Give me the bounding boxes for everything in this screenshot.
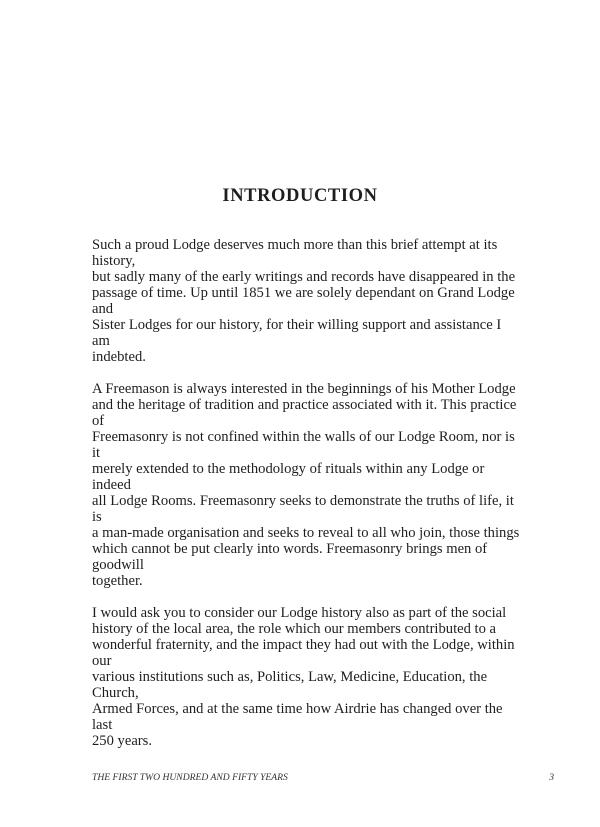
page-number: 3: [549, 772, 554, 783]
paragraph-1: Such a proud Lodge deserves much more than this brief attempt at its history, but sadly many of the early writings and records have disappeared in the passage of time. Up until 1851 we are solely dependant on Grand Lodge and Sister Lodges for our history, for their willing support and assistance I am indebted.: [92, 237, 516, 365]
page-footer: [92, 772, 554, 783]
page-title: INTRODUCTION: [222, 186, 378, 206]
running-title: THE FIRST TWO HUNDRED AND FIFTY YEARS: [92, 772, 288, 783]
paragraph-3: I would ask you to consider our Lodge history also as part of the social history of the local area, the role which our members contributed to a wonderful fraternity, and the impact they had out with the Lodge, within our various institutions such as, Politics, Law, Medicine, Education, the Church, Armed Forces, and at the same time how Airdrie has changed over the last 250 years.: [92, 605, 515, 749]
paragraph-2: A Freemason is always interested in the beginnings of his Mother Lodge and the heritage of tradition and practice associated with it. This practice of Freemasonry is not confined within the walls of our Lodge Room, nor is it merely extended to the methodology of rituals within any Lodge or indeed all Lodge Rooms. Freemasonry seeks to demonstrate the truths of life, it is a man-made organisation and seeks to reveal to all who join, those things which cannot be put clearly into words. Freemasonry brings men of goodwill together.: [92, 381, 520, 589]
body-text: [92, 237, 522, 765]
